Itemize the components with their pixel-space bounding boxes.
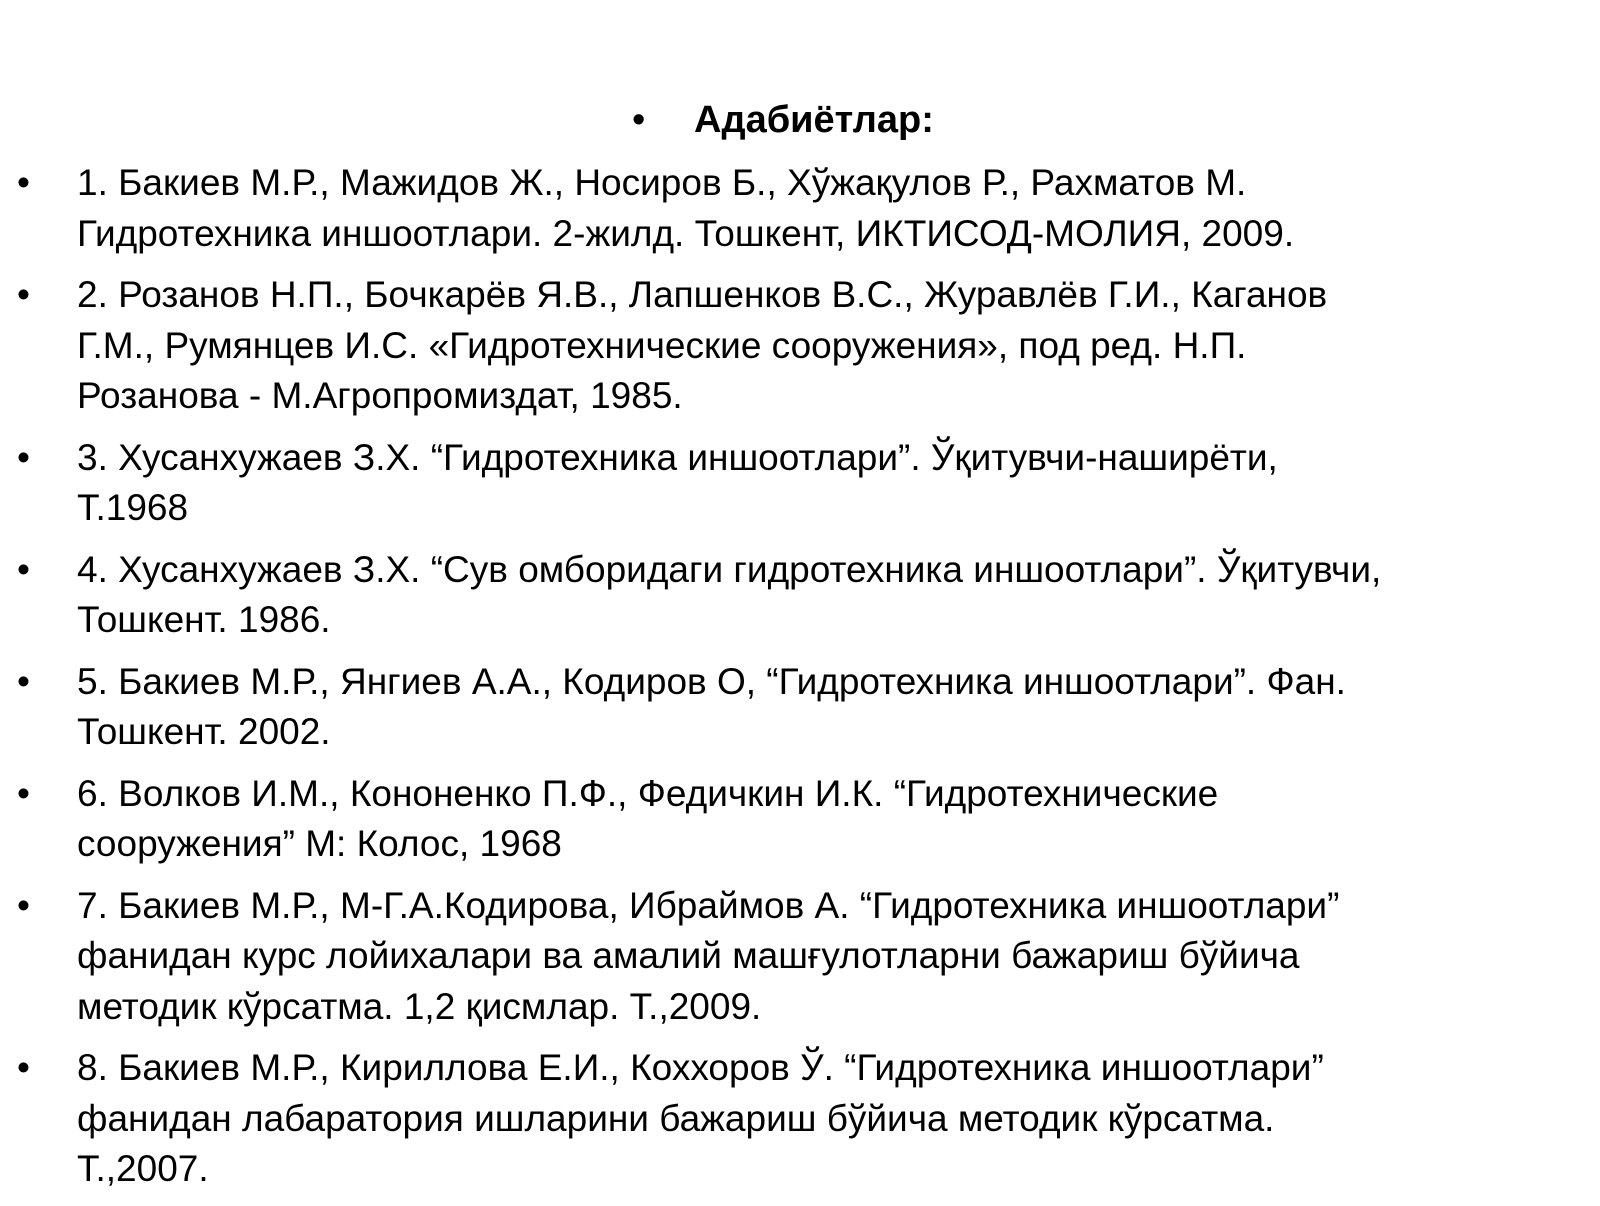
reference-item-4 [0,545,1582,646]
list-bullet: • [17,1047,30,1088]
list-bullet: • [17,548,30,590]
reference-item-5 [0,657,1582,758]
list-bullet: • [17,772,30,814]
list-bullet: • [17,436,30,478]
reference-line: Гидротехника иншоотлари. 2-жилд. Тошкент, ИКТИСОД-МОЛИЯ, 2009. [77,212,1295,254]
heading-bullet: • [632,99,646,141]
reference-line: фанидан курс лойихалари ва амалий машғулотларни бажариш бўйича [77,935,1300,976]
reference-line: 2. Розанов Н.П., Бочкарёв Я.В., Лапшенков В.С., Журавлёв Г.И., Каганов [77,274,1328,315]
reference-line: Т.,2007. [77,1148,209,1189]
reference-item-2 [0,270,1582,422]
reference-line: методик кўрсатма. 1,2 қисмлар. Т.,2009. [77,985,762,1027]
reference-item-1 [0,158,1582,259]
reference-list [0,158,1600,1206]
reference-line: 7. Бакиев М.Р., М-Г.А.Кодирова, Ибраймов А. “Гидротехника иншоотлари” [77,884,1340,926]
list-bullet: • [17,884,30,926]
reference-item-8 [0,1043,1582,1195]
reference-line: фанидан лабаратория ишларини бажариш бўйича методик кўрсатма. [77,1097,1275,1139]
list-bullet: • [17,274,30,315]
references-heading [0,92,1600,148]
reference-line: 4. Хусанхужаев З.Х. “Сув омборидаги гидротехника иншоотлари”. Ўқитувчи, [77,548,1382,590]
reference-item-3 [0,433,1582,534]
reference-line: Т.1968 [77,487,189,528]
reference-item-7 [0,881,1582,1033]
reference-line: 8. Бакиев М.Р., Кириллова Е.И., Коххоров Ў. “Гидротехника иншоотлари” [77,1047,1324,1088]
reference-line: Розанова - М.Агропромиздат, 1985. [77,375,683,416]
reference-line: Тошкент. 2002. [77,711,331,752]
list-bullet: • [17,660,30,702]
reference-line: сооружения” М: Колос, 1968 [77,823,562,864]
reference-item-6 [0,769,1582,870]
reference-line: 3. Хусанхужаев З.Х. “Гидротехника иншоотлари”. Ўқитувчи-наширёти, [77,436,1278,478]
reference-line: Тошкент. 1986. [77,599,331,640]
reference-line: Г.М., Румянцев И.С. «Гидротехнические сооружения», под ред. Н.П. [77,324,1247,366]
list-bullet: • [17,162,30,203]
reference-line: 1. Бакиев М.Р., Мажидов Ж., Носиров Б., Хўжақулов Р., Рахматов М. [77,162,1247,203]
reference-line: 5. Бакиев М.Р., Янгиев А.А., Кодиров О, “Гидротехника иншоотлари”. Фан. [77,660,1346,702]
reference-line: 6. Волков И.М., Кононенко П.Ф., Федичкин И.К. “Гидротехнические [77,772,1219,814]
page-title: Адабиётлар: [694,99,934,141]
